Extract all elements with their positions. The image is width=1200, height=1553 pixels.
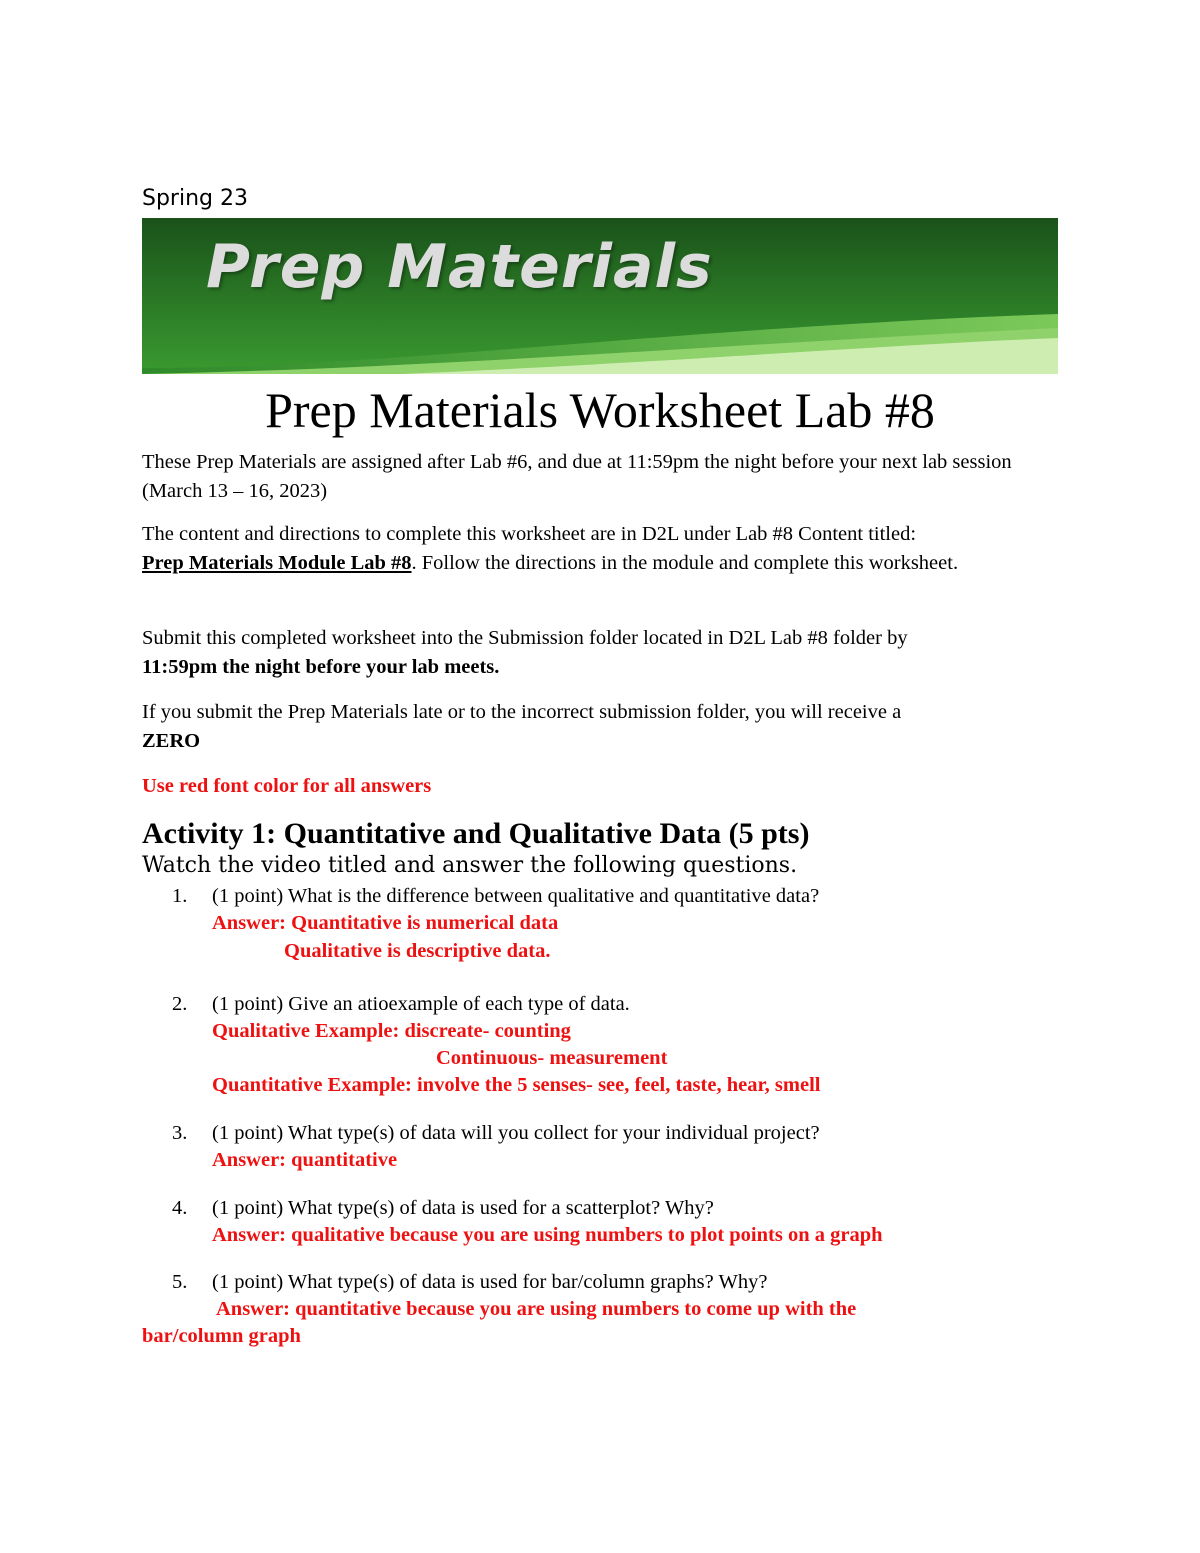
question-text: (1 point) What type(s) of data is used for bar/column graphs? Why?: [212, 1271, 768, 1293]
prep-materials-banner: [142, 218, 1058, 374]
question-number: 3.: [172, 1122, 188, 1144]
answer-text: Answer: qualitative because you are using numbers to plot points on a graph: [212, 1224, 883, 1246]
answer-text: Quantitative Example: involve the 5 senses- see, feel, taste, hear, smell: [212, 1074, 821, 1096]
intro-p3-text: Submit this completed worksheet into the Submission folder located in D2L Lab #8 folder by: [142, 627, 908, 649]
question-text: (1 point) Give an atioexample of each type of data.: [212, 993, 630, 1015]
page-title: Prep Materials Worksheet Lab #8: [265, 382, 935, 438]
answer-text: Answer: quantitative because you are using numbers to come up with the: [216, 1298, 857, 1320]
question-text: (1 point) What is the difference between qualitative and quantitative data?: [212, 885, 820, 907]
activity-subheading: Watch the video titled and answer the following questions.: [142, 853, 798, 878]
question-number: 4.: [172, 1197, 188, 1219]
deadline-text: 11:59pm the night before your lab meets.: [142, 656, 500, 678]
intro-p4-text: If you submit the Prep Materials late or to the incorrect submission folder, you will receive a: [142, 701, 902, 723]
question-text: (1 point) What type(s) of data is used for a scatterplot? Why?: [212, 1197, 714, 1219]
answer-color-instruction: Use red font color for all answers: [142, 775, 432, 797]
intro-p2-text: The content and directions to complete this worksheet are in D2L under Lab #8 Content titled:: [142, 523, 917, 545]
activity-heading: Activity 1: Quantitative and Qualitative Data (5 pts): [142, 817, 810, 850]
question-number: 1.: [172, 885, 188, 907]
intro-paragraph-2: [142, 520, 1042, 578]
banner-title: Prep Materials: [206, 232, 713, 302]
answer-text: Answer: Quantitative is numerical data: [212, 912, 559, 934]
question-text: (1 point) What type(s) of data will you collect for your individual project?: [212, 1122, 820, 1144]
question-number: 2.: [172, 993, 188, 1015]
question-number: 5.: [172, 1271, 188, 1293]
answer-text: Continuous- measurement: [436, 1047, 668, 1069]
intro-paragraph-4: [142, 698, 1042, 756]
zero-text: ZERO: [142, 730, 201, 752]
answer-text: Answer: quantitative: [212, 1149, 398, 1171]
answer-text: bar/column graph: [142, 1325, 301, 1347]
answer-text: Qualitative Example: discreate- counting: [212, 1020, 571, 1042]
intro-paragraph-3: [142, 624, 1042, 682]
term-label: Spring 23: [142, 186, 248, 211]
intro-paragraph-1: These Prep Materials are assigned after Lab #6, and due at 11:59pm the night before your next lab session (March 13 – 16, 2023): [142, 451, 1012, 502]
module-link[interactable]: Prep Materials Module Lab #8: [142, 552, 412, 574]
answer-text: Qualitative is descriptive data.: [284, 940, 551, 962]
intro-p2-after: . Follow the directions in the module and complete this worksheet.: [411, 552, 959, 574]
